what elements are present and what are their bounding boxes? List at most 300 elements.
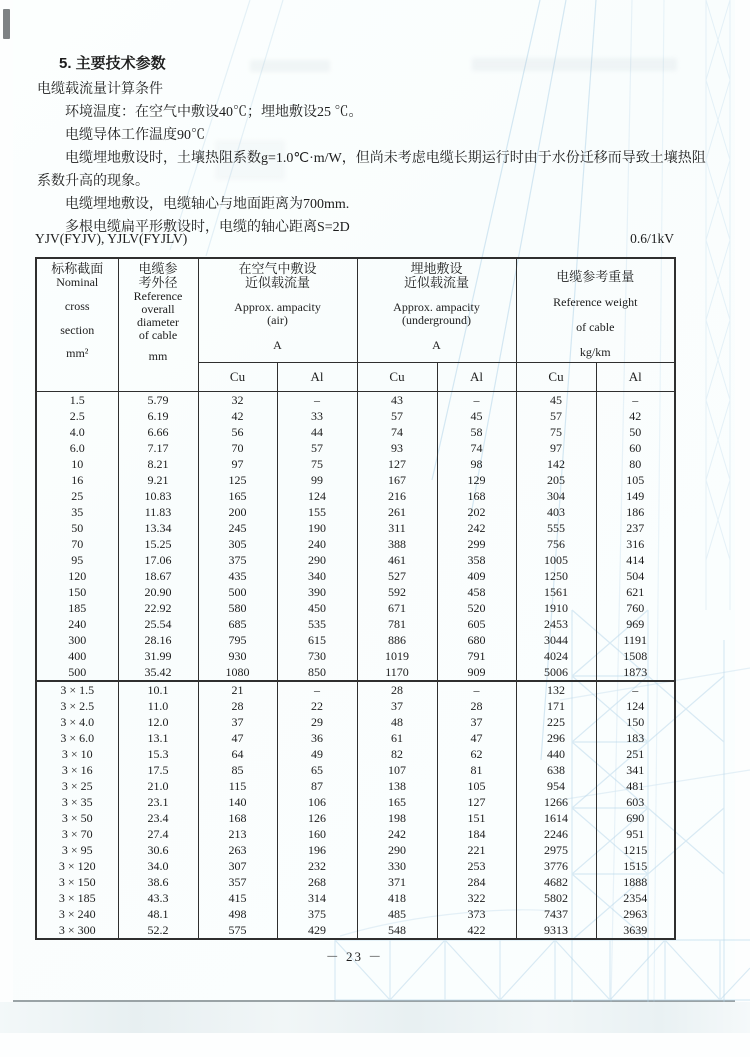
table-cell: 357: [198, 874, 277, 890]
table-cell: 3 × 185: [36, 890, 118, 906]
table-cell: 1191: [596, 632, 675, 648]
table-cell: 388: [357, 536, 437, 552]
table-cell: 74: [357, 424, 437, 440]
table-row: [36, 600, 675, 616]
table-cell: 520: [437, 600, 516, 616]
table-cell: 216: [357, 488, 437, 504]
table-cell: 461: [357, 552, 437, 568]
table-cell: 142: [516, 456, 596, 472]
table-cell: 791: [437, 648, 516, 664]
table-row: [36, 408, 675, 424]
table-cell: 615: [277, 632, 357, 648]
table-cell: 237: [596, 520, 675, 536]
table-cell: 4024: [516, 648, 596, 664]
table-cell: 3 × 16: [36, 762, 118, 778]
table-cell: 160: [277, 826, 357, 842]
subheader-al: Al: [596, 363, 675, 392]
intro-text-block: [37, 52, 715, 239]
table-cell: 316: [596, 536, 675, 552]
table-cell: 106: [277, 794, 357, 810]
table-cell: 18.67: [118, 568, 198, 584]
table-cell: 3 × 70: [36, 826, 118, 842]
table-cell: 3 × 10: [36, 746, 118, 762]
table-cell: 225: [516, 714, 596, 730]
table-cell: 9.21: [118, 472, 198, 488]
table-cell: 5006: [516, 664, 596, 681]
table-cell: 87: [277, 778, 357, 794]
table-cell: 17.06: [118, 552, 198, 568]
table-cell: 43: [357, 392, 437, 409]
table-cell: 6.19: [118, 408, 198, 424]
table-cell: 37: [198, 714, 277, 730]
table-row: [36, 890, 675, 906]
table-row: [36, 648, 675, 664]
table-cell: 2354: [596, 890, 675, 906]
table-cell: 340: [277, 568, 357, 584]
table-section-three-core: [36, 681, 675, 939]
table-cell: 115: [198, 778, 277, 794]
table-row: [36, 810, 675, 826]
table-cell: 440: [516, 746, 596, 762]
table-row: [36, 424, 675, 440]
table-cell: 124: [596, 698, 675, 714]
table-cell: 450: [277, 600, 357, 616]
table-cell: 1215: [596, 842, 675, 858]
table-cell: 61: [357, 730, 437, 746]
table-cell: 151: [437, 810, 516, 826]
table-cell: 3 × 25: [36, 778, 118, 794]
table-cell: 481: [596, 778, 675, 794]
table-cell: 12.0: [118, 714, 198, 730]
table-cell: 75: [277, 456, 357, 472]
table-cell: 11.83: [118, 504, 198, 520]
table-cell: 70: [36, 536, 118, 552]
table-cell: 17.5: [118, 762, 198, 778]
table-cell: 330: [357, 858, 437, 874]
table-cell: 1019: [357, 648, 437, 664]
table-cell: 105: [437, 778, 516, 794]
table-cell: 240: [36, 616, 118, 632]
table-cell: 149: [596, 488, 675, 504]
table-cell: 969: [596, 616, 675, 632]
table-cell: 1888: [596, 874, 675, 890]
table-cell: –: [277, 392, 357, 409]
table-cell: 422: [437, 922, 516, 939]
table-cell: 3776: [516, 858, 596, 874]
table-cell: 580: [198, 600, 277, 616]
table-cell: 756: [516, 536, 596, 552]
table-cell: 371: [357, 874, 437, 890]
table-row: [36, 681, 675, 698]
table-cell: 232: [277, 858, 357, 874]
paragraph-soil-resistivity: 电缆埋地敷设时，土壤热阻系数g=1.0℃·m/W，但尚未考虑电缆长期运行时由于水份迁移而导致土壤热阻系数升高的现象。: [37, 151, 706, 189]
table-cell: 48.1: [118, 906, 198, 922]
table-cell: 240: [277, 536, 357, 552]
table-cell: 2.5: [36, 408, 118, 424]
table-cell: 15.3: [118, 746, 198, 762]
table-row: [36, 762, 675, 778]
table-cell: 82: [357, 746, 437, 762]
col-header-ampacity-air: 在空气中敷设 近似载流量 Approx. ampacity (air) A: [198, 258, 357, 363]
table-cell: 3 × 50: [36, 810, 118, 826]
table-cell: 48: [357, 714, 437, 730]
table-cell: 242: [357, 826, 437, 842]
table-cell: 9313: [516, 922, 596, 939]
table-cell: 435: [198, 568, 277, 584]
table-cell: 592: [357, 584, 437, 600]
spec-table-container: [35, 257, 676, 940]
table-cell: 202: [437, 504, 516, 520]
table-cell: 3 × 2.5: [36, 698, 118, 714]
table-cell: 500: [198, 584, 277, 600]
table-cell: 341: [596, 762, 675, 778]
table-cell: 16: [36, 472, 118, 488]
table-cell: 621: [596, 584, 675, 600]
table-row: [36, 746, 675, 762]
table-cell: 603: [596, 794, 675, 810]
table-row: [36, 552, 675, 568]
table-row: [36, 794, 675, 810]
table-cell: 42: [198, 408, 277, 424]
table-cell: 253: [437, 858, 516, 874]
table-cell: 28: [437, 698, 516, 714]
table-cell: 126: [277, 810, 357, 826]
table-cell: 1005: [516, 552, 596, 568]
table-cell: 3 × 6.0: [36, 730, 118, 746]
table-cell: 2453: [516, 616, 596, 632]
table-cell: 43.3: [118, 890, 198, 906]
table-cell: 305: [198, 536, 277, 552]
table-cell: 50: [36, 520, 118, 536]
table-cell: 415: [198, 890, 277, 906]
subheader-cu: Cu: [357, 363, 437, 392]
table-cell: 7437: [516, 906, 596, 922]
table-cell: 251: [596, 746, 675, 762]
table-cell: 3 × 35: [36, 794, 118, 810]
table-cell: 47: [437, 730, 516, 746]
page-number: － 23 －: [325, 949, 384, 964]
table-cell: 358: [437, 552, 516, 568]
table-cell: 183: [596, 730, 675, 746]
table-cell: 458: [437, 584, 516, 600]
table-cell: 954: [516, 778, 596, 794]
table-cell: –: [437, 681, 516, 698]
table-cell: 500: [36, 664, 118, 681]
table-cell: 138: [357, 778, 437, 794]
table-cell: 105: [596, 472, 675, 488]
table-cell: 3 × 4.0: [36, 714, 118, 730]
table-cell: 535: [277, 616, 357, 632]
table-cell: 3 × 300: [36, 922, 118, 939]
table-row: [36, 456, 675, 472]
table-cell: 37: [357, 698, 437, 714]
table-cell: 30.6: [118, 842, 198, 858]
table-cell: 65: [277, 762, 357, 778]
table-cell: 186: [596, 504, 675, 520]
table-cell: 504: [596, 568, 675, 584]
table-cell: 205: [516, 472, 596, 488]
table-section-single-core: [36, 392, 675, 682]
subheader-al: Al: [437, 363, 516, 392]
table-cell: 375: [198, 552, 277, 568]
table-cell: 296: [516, 730, 596, 746]
col-header-diameter: 电缆参 考外径 Reference overall diameter of cable mm: [118, 258, 198, 392]
table-cell: 85: [198, 762, 277, 778]
table-cell: 4682: [516, 874, 596, 890]
table-cell: 403: [516, 504, 596, 520]
cable-spec-table: [35, 257, 676, 940]
table-cell: 3 × 1.5: [36, 681, 118, 698]
table-cell: 10: [36, 456, 118, 472]
table-cell: 1614: [516, 810, 596, 826]
table-cell: 62: [437, 746, 516, 762]
table-row: [36, 520, 675, 536]
table-row: [36, 826, 675, 842]
table-cell: 35: [36, 504, 118, 520]
table-cell: 93: [357, 440, 437, 456]
table-cell: 245: [198, 520, 277, 536]
table-cell: 213: [198, 826, 277, 842]
paragraph-ambient-temp: 环境温度：在空气中敷设40℃；埋地敷设25 ℃。: [65, 105, 363, 120]
table-cell: 414: [596, 552, 675, 568]
table-cell: –: [277, 681, 357, 698]
table-cell: 429: [277, 922, 357, 939]
table-cell: 242: [437, 520, 516, 536]
table-cell: 190: [277, 520, 357, 536]
table-cell: 120: [36, 568, 118, 584]
subheader-cu: Cu: [516, 363, 596, 392]
table-cell: 150: [36, 584, 118, 600]
table-row: [36, 778, 675, 794]
table-cell: 6.0: [36, 440, 118, 456]
table-row: [36, 504, 675, 520]
table-cell: 22.92: [118, 600, 198, 616]
table-cell: 52.2: [118, 922, 198, 939]
table-cell: 1508: [596, 648, 675, 664]
table-cell: 60: [596, 440, 675, 456]
col-header-nominal-section: 标称截面 Nominal cross section mm²: [36, 258, 118, 392]
table-cell: 11.0: [118, 698, 198, 714]
table-cell: 75: [516, 424, 596, 440]
table-cell: 3639: [596, 922, 675, 939]
table-cell: 311: [357, 520, 437, 536]
table-cell: 171: [516, 698, 596, 714]
table-row: [36, 698, 675, 714]
table-cell: 5802: [516, 890, 596, 906]
table-cell: 49: [277, 746, 357, 762]
table-cell: 15.25: [118, 536, 198, 552]
table-cell: 307: [198, 858, 277, 874]
table-cell: 400: [36, 648, 118, 664]
table-cell: 95: [36, 552, 118, 568]
table-cell: 300: [36, 632, 118, 648]
table-row: [36, 664, 675, 681]
table-cell: 6.66: [118, 424, 198, 440]
table-cell: 124: [277, 488, 357, 504]
table-cell: 485: [357, 906, 437, 922]
table-cell: 1561: [516, 584, 596, 600]
table-cell: 29: [277, 714, 357, 730]
table-cell: 80: [596, 456, 675, 472]
table-cell: 1170: [357, 664, 437, 681]
table-cell: 3 × 120: [36, 858, 118, 874]
table-cell: 99: [277, 472, 357, 488]
table-row: [36, 858, 675, 874]
table-cell: 25.54: [118, 616, 198, 632]
table-cell: 31.99: [118, 648, 198, 664]
table-cell: 2963: [596, 906, 675, 922]
table-cell: 3 × 95: [36, 842, 118, 858]
table-cell: 1.5: [36, 392, 118, 409]
table-cell: 13.34: [118, 520, 198, 536]
table-cell: 1873: [596, 664, 675, 681]
table-cell: 36: [277, 730, 357, 746]
paragraph-burial-depth: 电缆埋地敷设，电缆轴心与地面距离为700mm.: [65, 197, 350, 212]
table-row: [36, 536, 675, 552]
paragraph-conductor-temp: 电缆导体工作温度90℃: [65, 128, 205, 143]
table-cell: 97: [198, 456, 277, 472]
table-cell: 165: [198, 488, 277, 504]
table-cell: 32: [198, 392, 277, 409]
table-cell: 261: [357, 504, 437, 520]
table-cell: 168: [437, 488, 516, 504]
section-heading: 5. 主要技术参数: [59, 55, 166, 72]
table-cell: 56: [198, 424, 277, 440]
table-cell: 70: [198, 440, 277, 456]
subheader-cu: Cu: [198, 363, 277, 392]
table-cell: 7.17: [118, 440, 198, 456]
table-cell: 886: [357, 632, 437, 648]
table-cell: 409: [437, 568, 516, 584]
table-cell: 34.0: [118, 858, 198, 874]
paragraph-axis-spacing: 多根电缆扁平形敷设时，电缆的轴心距离S=2D: [65, 220, 350, 235]
table-cell: 57: [277, 440, 357, 456]
table-cell: 22: [277, 698, 357, 714]
col-header-ampacity-underground: 埋地敷设 近似载流量 Approx. ampacity (underground) A: [357, 258, 516, 363]
table-cell: 23.4: [118, 810, 198, 826]
table-cell: 57: [357, 408, 437, 424]
table-cell: 555: [516, 520, 596, 536]
table-cell: 314: [277, 890, 357, 906]
table-cell: 200: [198, 504, 277, 520]
table-cell: 28.16: [118, 632, 198, 648]
table-cell: 155: [277, 504, 357, 520]
table-cell: 548: [357, 922, 437, 939]
table-cell: 5.79: [118, 392, 198, 409]
table-cell: 50: [596, 424, 675, 440]
table-cell: 132: [516, 681, 596, 698]
table-cell: 64: [198, 746, 277, 762]
subheader-al: Al: [277, 363, 357, 392]
paragraph-conditions-title: 电缆载流量计算条件: [37, 82, 163, 97]
table-cell: 127: [357, 456, 437, 472]
table-cell: 168: [198, 810, 277, 826]
table-cell: 20.90: [118, 584, 198, 600]
table-cell: 74: [437, 440, 516, 456]
table-cell: 38.6: [118, 874, 198, 890]
table-cell: 322: [437, 890, 516, 906]
table-row: [36, 730, 675, 746]
table-row: [36, 616, 675, 632]
table-cell: 3 × 240: [36, 906, 118, 922]
table-cell: 198: [357, 810, 437, 826]
table-cell: 184: [437, 826, 516, 842]
table-cell: 284: [437, 874, 516, 890]
cable-type-label: YJV(FYJV), YJLV(FYJLV): [35, 231, 188, 246]
table-cell: –: [596, 392, 675, 409]
table-cell: 638: [516, 762, 596, 778]
table-cell: 28: [357, 681, 437, 698]
col-header-reference-weight: 电缆参考重量 Reference weight of cable kg/km: [516, 258, 675, 363]
table-cell: 23.1: [118, 794, 198, 810]
table-row: [36, 922, 675, 939]
table-cell: 8.21: [118, 456, 198, 472]
voltage-rating-label: 0.6/1kV: [630, 231, 674, 246]
table-cell: 3044: [516, 632, 596, 648]
table-cell: 299: [437, 536, 516, 552]
table-cell: 21.0: [118, 778, 198, 794]
table-cell: 373: [437, 906, 516, 922]
table-cell: 290: [357, 842, 437, 858]
table-cell: 418: [357, 890, 437, 906]
table-cell: 685: [198, 616, 277, 632]
table-cell: 167: [357, 472, 437, 488]
table-cell: 3 × 150: [36, 874, 118, 890]
table-cell: 97: [516, 440, 596, 456]
table-cell: 37: [437, 714, 516, 730]
table-cell: 107: [357, 762, 437, 778]
table-cell: 605: [437, 616, 516, 632]
table-cell: 13.1: [118, 730, 198, 746]
table-cell: 2975: [516, 842, 596, 858]
table-cell: 263: [198, 842, 277, 858]
table-cell: 25: [36, 488, 118, 504]
table-cell: 1080: [198, 664, 277, 681]
table-cell: 33: [277, 408, 357, 424]
table-cell: 28: [198, 698, 277, 714]
table-cell: 795: [198, 632, 277, 648]
table-row: [36, 874, 675, 890]
table-row: [36, 842, 675, 858]
table-cell: 930: [198, 648, 277, 664]
table-cell: 196: [277, 842, 357, 858]
table-cell: 781: [357, 616, 437, 632]
table-cell: 125: [198, 472, 277, 488]
table-row: [36, 906, 675, 922]
table-cell: 760: [596, 600, 675, 616]
table-cell: 951: [596, 826, 675, 842]
table-cell: 4.0: [36, 424, 118, 440]
table-cell: 44: [277, 424, 357, 440]
table-cell: 1266: [516, 794, 596, 810]
table-cell: 185: [36, 600, 118, 616]
table-cell: 58: [437, 424, 516, 440]
table-cell: 527: [357, 568, 437, 584]
table-cell: 127: [437, 794, 516, 810]
table-cell: 850: [277, 664, 357, 681]
table-cell: 10.1: [118, 681, 198, 698]
table-cell: 35.42: [118, 664, 198, 681]
table-cell: 290: [277, 552, 357, 568]
table-cell: 680: [437, 632, 516, 648]
table-cell: 140: [198, 794, 277, 810]
table-row: [36, 632, 675, 648]
table-row: [36, 392, 675, 409]
table-cell: 27.4: [118, 826, 198, 842]
table-row: [36, 584, 675, 600]
table-cell: 730: [277, 648, 357, 664]
table-row: [36, 488, 675, 504]
